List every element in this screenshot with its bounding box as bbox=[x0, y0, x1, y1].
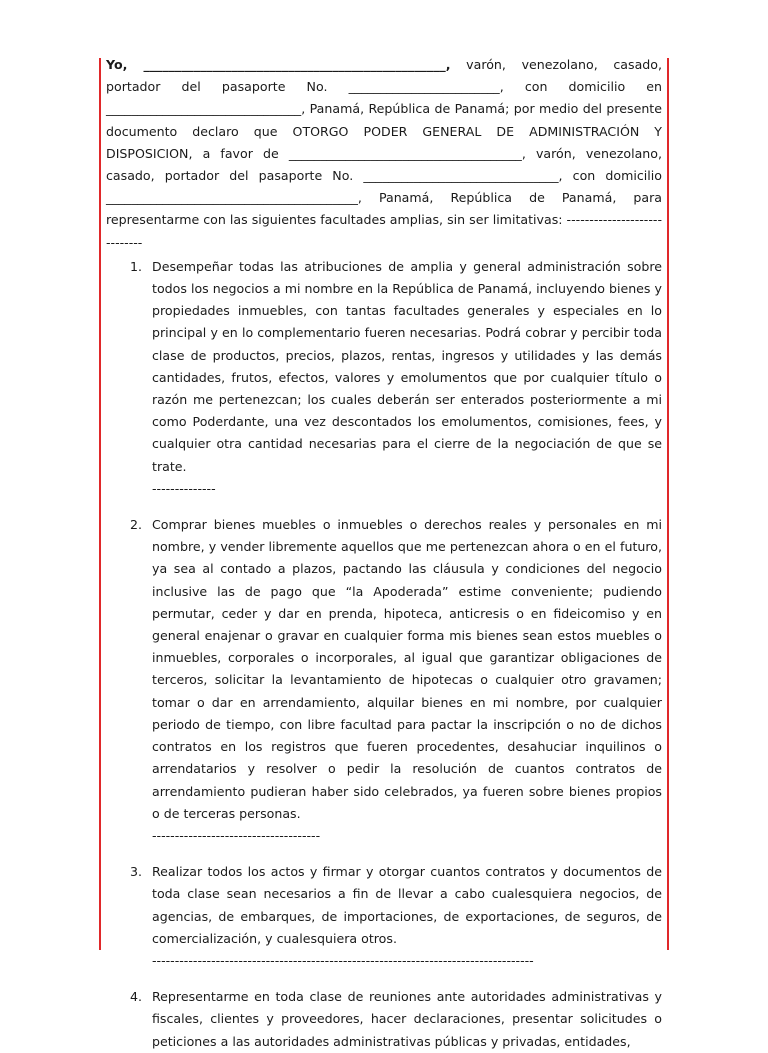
list-item bbox=[106, 861, 662, 972]
opening-lead: Yo, ________________________________________________, bbox=[106, 57, 451, 72]
list-item-text: Representarme en toda clase de reuniones ante autoridades administrativas y fiscales, clientes y proveedores, hacer declaraciones, presentar solicitudes o peticiones a las autoridades administrativas públicas y privadas, entidades, bbox=[152, 989, 662, 1049]
list-item bbox=[106, 986, 662, 1053]
list-item-text: Realizar todos los actos y firmar y otorgar cuantos contratos y documentos de toda clase sean necesarios a fin de llevar a cabo cualesquiera negocios, de agencias, de embarques, de importaciones, de exportaciones, de seguros, de comercialización, y cualesquiera otros. bbox=[152, 864, 662, 946]
list-item bbox=[106, 256, 662, 500]
list-item-text: Comprar bienes muebles o inmuebles o derechos reales y personales en mi nombre, y vender libremente aquellos que me pertenezcan ahora o en el futuro, ya sea al contado a plazos, pactando las cláusula y condiciones del negocio inclusive las de pago que “la Apoderada” estime conveniente; pudiendo permutar, ceder y dar en prenda, hipoteca, anticresis o en fideicomiso y en general enajenar o gravar en cualquier forma mis bienes sean estos muebles o inmuebles, corporales o incorporales, al igual que garantizar obligaciones de terceros, solicitar la levantamiento de hipotecas o cualquier otro gravamen; tomar o dar en arrendamiento, alquilar bienes en mi nombre, por cualquier periodo de tiempo, con libre facultad para pactar la inscripción o no de dichos contratos en los registros que fueren procedentes, desahuciar inquilinos o arrendatarios y resolver o pedir la resolución de cuantos contratos de arrendamiento pudieran haber sido celebrados, ya fueren sobre bienes propios o de terceras personas. bbox=[152, 517, 662, 821]
document-body bbox=[106, 54, 662, 1053]
list-item-number: 2. bbox=[130, 517, 143, 533]
opening-text: varón, venezolano, casado, portador del pasaporte No. ________________________, con domicilio en _______________________________, Panamá, República de Panamá; por medio del presente documento declaro que OTORGO PODER GENERAL DE ADMINISTRACIÓN Y DISPOSICION, a favor de _____________________________________, varón, venezolano, casado, portador del pasaporte No. _______________________________, con domicilio ________________________________________, Panamá, República de Panamá, para representarme con las siguientes facultades amplias, sin ser limitativas: ----------------------------- bbox=[106, 57, 662, 250]
list-item-dashes: ------------------------------------- bbox=[152, 827, 321, 843]
list-item bbox=[106, 514, 662, 847]
opening-paragraph bbox=[106, 54, 662, 254]
list-item-number: 3. bbox=[130, 864, 143, 880]
list-item-text: Desempeñar todas las atribuciones de amplia y general administración sobre todos los negocios a mi nombre en la República de Panamá, incluyendo bienes y propiedades inmuebles, con tantas facultades generales y especiales en lo principal y en lo complementario fueren necesarias. Podrá cobrar y percibir toda clase de productos, precios, plazos, rentas, ingresos y utilidades y las demás cantidades, frutos, efectos, valores y emolumentos que por cualquier título o razón me pertenezcan; los cuales deberán ser enterados posteriormente a mi como Poderdante, una vez descontados los emolumentos, comisiones, fees, y cualquier otra cantidad necesarias para el cierre de la negociación de que se trate. bbox=[152, 258, 662, 474]
powers-list bbox=[106, 256, 662, 1053]
list-item-dashes: -------------- bbox=[152, 480, 216, 496]
right-margin-line bbox=[667, 58, 669, 950]
list-item-dashes: ------------------------------------------------------------------------------------ bbox=[152, 952, 534, 968]
list-item-number: 4. bbox=[130, 989, 143, 1005]
list-item-number: 1. bbox=[130, 258, 143, 274]
left-margin-line bbox=[99, 58, 101, 950]
